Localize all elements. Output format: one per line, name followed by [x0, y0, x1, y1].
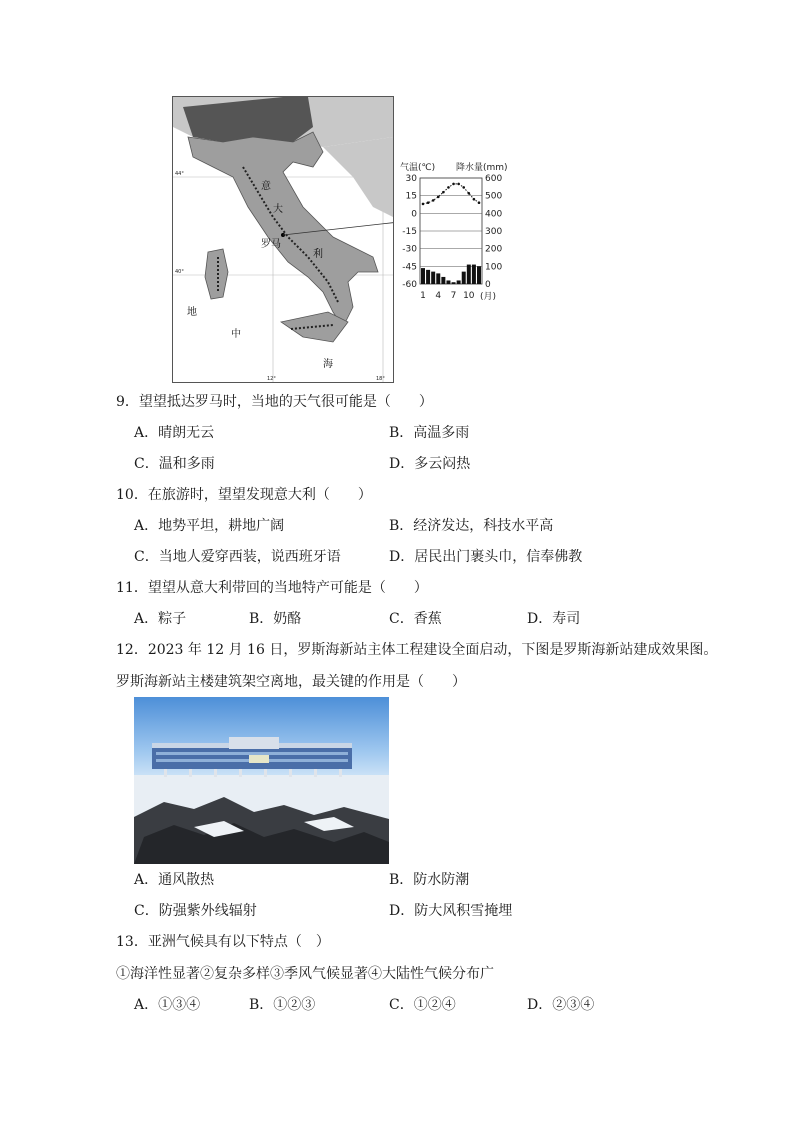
question-13-statements: ①海洋性显著②复杂多样③季风气候显著④大陆性气候分布广	[116, 966, 494, 982]
temp-tick-label: -60	[402, 280, 417, 290]
q13-option-b[interactable]: B．①②③	[249, 997, 316, 1013]
precip-tick-label: 100	[485, 262, 503, 273]
question-13-stem: 13．亚洲气候具有以下特点（ ）	[116, 934, 330, 950]
q10-option-b[interactable]: B．经济发达，科技水平高	[389, 518, 554, 534]
question-12-stem-line2: 罗斯海新站主楼建筑架空离地，最关键的作用是（ ）	[116, 674, 466, 690]
map-label-di: 地	[187, 307, 197, 318]
q11-option-d[interactable]: D．寿司	[527, 611, 581, 627]
italy-map	[172, 96, 394, 383]
month-unit-label: (月)	[480, 292, 497, 302]
precip-axis-label: 降水量(mm)	[456, 163, 508, 173]
map-label-da: 大	[273, 204, 283, 215]
temperature-point	[457, 183, 460, 186]
precip-bar	[421, 268, 425, 284]
q11-option-a[interactable]: A．粽子	[134, 611, 187, 627]
station-central-tower	[229, 737, 279, 749]
precip-bar	[426, 270, 430, 284]
precip-bar	[472, 265, 476, 284]
q12-option-b[interactable]: B．防水防潮	[389, 872, 470, 888]
q9-option-b[interactable]: B．高温多雨	[389, 425, 470, 441]
map-label-zhong: 中	[231, 329, 241, 340]
map-label-li: 利	[313, 249, 323, 260]
precip-tick-label: 300	[485, 227, 503, 237]
q12-option-c[interactable]: C．防强紫外线辐射	[134, 903, 257, 919]
question-10-stem: 10．在旅游时，望望发现意大利（ ）	[116, 487, 372, 503]
q11-option-c[interactable]: C．香蕉	[389, 611, 442, 627]
map-label-yi: 意	[261, 181, 271, 192]
italy-map-svg	[173, 97, 393, 382]
ross-sea-station-photo	[134, 697, 389, 864]
q13-option-d[interactable]: D．②③④	[527, 997, 595, 1013]
temperature-point	[437, 196, 440, 199]
temperature-point	[462, 186, 465, 189]
temperature-line	[423, 184, 479, 204]
precip-bar	[446, 280, 450, 284]
q13-option-a[interactable]: A．①③④	[134, 997, 201, 1013]
temp-tick-label: 30	[405, 174, 417, 184]
map-lat-40: 40°	[175, 269, 184, 275]
map-lon-18: 18°	[376, 376, 385, 382]
precip-bar	[436, 273, 440, 284]
map-lon-12: 12°	[267, 376, 276, 382]
precip-tick-label: 500	[485, 191, 503, 202]
temp-tick-label: 15	[405, 191, 417, 202]
precip-tick-label: 200	[485, 244, 503, 255]
climate-chart-svg	[398, 158, 528, 304]
station-illustration	[134, 697, 389, 864]
sardinia-island	[205, 249, 228, 299]
question-11-stem: 11．望望从意大利带回的当地特产可能是（ ）	[116, 580, 428, 596]
temperature-point	[442, 191, 445, 194]
station-entrance	[249, 755, 269, 763]
temp-tick-label: -45	[402, 262, 417, 273]
q13-option-c[interactable]: C．①②④	[389, 997, 456, 1013]
q9-option-d[interactable]: D．多云闷热	[389, 456, 471, 472]
precip-tick-label: 600	[485, 174, 503, 184]
precip-bar	[462, 272, 466, 284]
temp-tick-label: -15	[402, 227, 417, 237]
station-windows	[156, 752, 348, 755]
map-lat-44: 44°	[175, 171, 184, 177]
temp-tick-label: -30	[402, 244, 417, 255]
q10-option-a[interactable]: A．地势平坦，耕地广阔	[134, 518, 285, 534]
temperature-point	[478, 201, 481, 204]
q10-option-d[interactable]: D．居民出门裹头巾，信奉佛教	[389, 549, 583, 565]
q10-option-c[interactable]: C．当地人爱穿西装，说西班牙语	[134, 549, 341, 565]
climate-chart	[398, 158, 528, 304]
precip-tick-label: 400	[485, 209, 503, 220]
map-label-hai: 海	[323, 359, 333, 370]
temperature-point	[432, 199, 435, 202]
temperature-point	[468, 192, 471, 195]
month-tick-label: 1	[420, 291, 426, 301]
month-tick-label: 7	[450, 291, 457, 301]
temp-axis-label: 气温(℃)	[400, 163, 436, 173]
q9-option-c[interactable]: C．温和多雨	[134, 456, 215, 472]
temperature-point	[473, 198, 476, 201]
precip-bar	[452, 282, 456, 284]
question-9-stem: 9．望望抵达罗马时，当地的天气很可能是（ ）	[116, 394, 433, 410]
q12-option-d[interactable]: D．防大风积雪掩埋	[389, 903, 513, 919]
precip-bar	[457, 280, 461, 284]
precip-bar	[467, 265, 471, 284]
month-tick-label: 4	[435, 291, 442, 301]
month-tick-label: 10	[463, 291, 475, 301]
map-label-luoma: 罗马	[261, 239, 281, 250]
precip-bar	[441, 277, 445, 284]
temperature-point	[447, 186, 450, 189]
q9-option-a[interactable]: A．晴朗无云	[134, 425, 215, 441]
precip-tick-label: 0	[485, 280, 491, 290]
question-12-stem: 12．2023 年 12 月 16 日，罗斯海新站主体工程建设全面启动，下图是罗斯海新站建成效果图。	[116, 642, 718, 658]
q11-option-b[interactable]: B．奶酪	[249, 611, 302, 627]
q12-option-a[interactable]: A．通风散热	[134, 872, 215, 888]
precip-bar	[431, 272, 435, 284]
temperature-point	[452, 183, 455, 186]
temperature-point	[422, 203, 425, 206]
temperature-point	[427, 201, 430, 204]
precip-bar	[477, 266, 481, 284]
temp-tick-label: 0	[411, 209, 417, 220]
